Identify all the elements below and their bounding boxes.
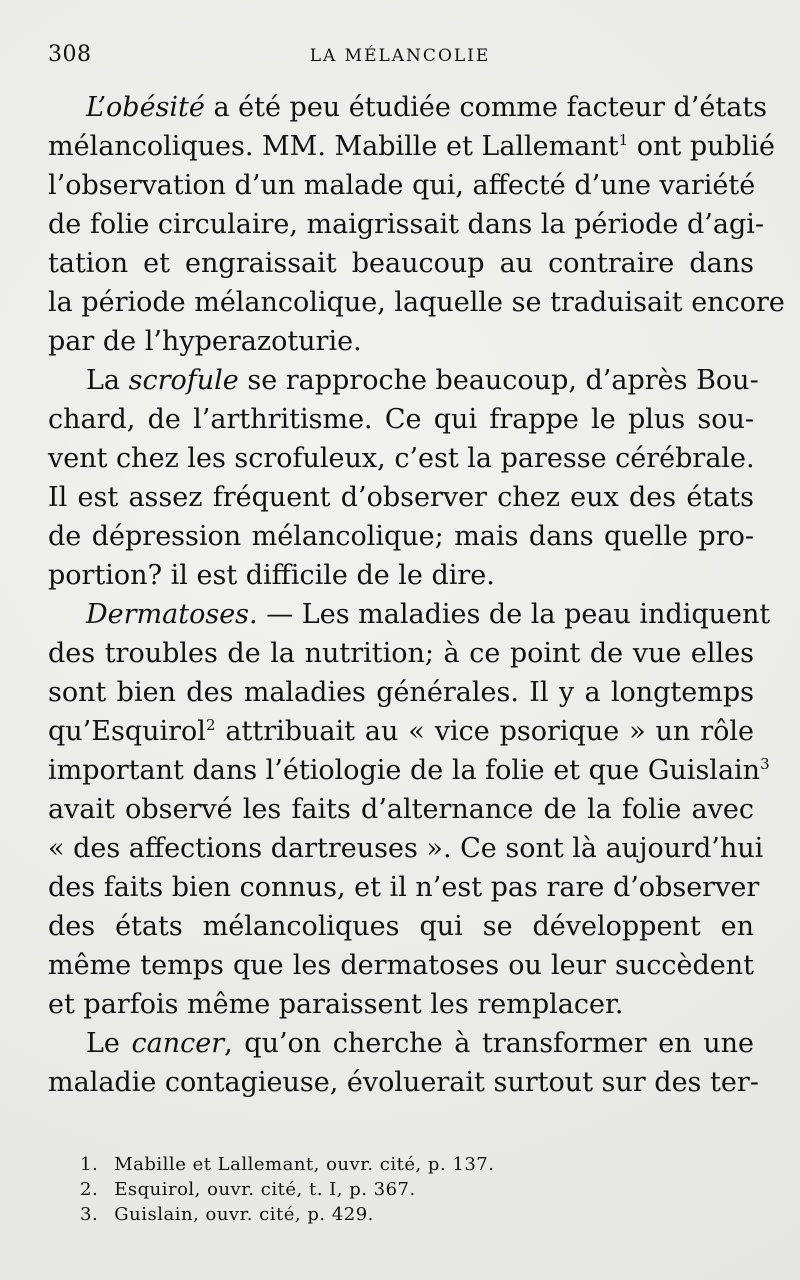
footnote-ref: 2 — [205, 716, 216, 734]
text-line: des faits bien connus, et il n’est pas rare d’observer — [48, 872, 760, 903]
text-line: chard, de l’arthritisme. Ce qui frappe le plus sou- — [48, 404, 754, 435]
text-line: de dépression mélancolique; mais dans quelle pro- — [48, 521, 754, 552]
footnote-ref: 3 — [760, 755, 770, 773]
footnote-number: 1. — [80, 1154, 99, 1175]
footnote-number: 3. — [80, 1204, 99, 1225]
footnote-text: Esquirol, ouvr. cité, t. I, p. 367. — [114, 1179, 416, 1200]
footnote-ref: 1 — [618, 131, 629, 149]
footnote-number: 2. — [80, 1179, 99, 1200]
text-line: de folie circulaire, maigrissait dans la période d’agi- — [48, 209, 764, 240]
italic-term: cancer — [131, 1028, 225, 1059]
text-line: des troubles de la nutrition; à ce point de vue elles — [48, 638, 754, 669]
text-line: « des affections dartreuses ». Ce sont là aujourd’hui — [48, 833, 764, 864]
footnote — [80, 1177, 760, 1202]
text-line: important dans l’étiologie de la folie et que Guislain$^3$ — [48, 755, 770, 786]
text-line: Le cancer, qu’on cherche à transformer en une — [86, 1028, 754, 1059]
text-line: qu’Esquirol$^2$ attribuait au « vice psorique » un rôle — [48, 716, 754, 747]
text-line: mélancoliques. MM. Mabille et Lallemant$^1$ ont publié — [48, 131, 776, 162]
footnote — [80, 1202, 760, 1227]
text-line: Il est assez fréquent d’observer chez eux des états — [48, 482, 754, 513]
body-text — [48, 88, 785, 1102]
text-line: tation et engraissait beaucoup au contraire dans — [48, 248, 754, 279]
text-line: Dermatoses. — Les maladies de la peau indiquent — [86, 599, 771, 630]
footnote-text: Mabille et Lallemant, ouvr. cité, p. 137. — [114, 1154, 495, 1175]
text-line: portion? il est difficile de le dire. — [48, 560, 495, 591]
text-line: avait observé les faits d’alternance de la folie avec — [48, 794, 754, 825]
italic-term: scrofule — [128, 365, 239, 396]
text-line: maladie contagieuse, évoluerait surtout sur des ter- — [48, 1067, 759, 1098]
text-line: même temps que les dermatoses ou leur succèdent — [48, 950, 754, 981]
running-title: LA MÉLANCOLIE — [309, 46, 491, 66]
footnote — [80, 1152, 760, 1177]
page-header — [48, 38, 752, 78]
footnote-text: Guislain, ouvr. cité, p. 429. — [114, 1204, 374, 1225]
footnotes — [80, 1152, 760, 1227]
italic-term: Dermatoses. — [86, 599, 258, 630]
italic-term: L’obésité — [86, 92, 205, 123]
text-line: La scrofule se rapproche beaucoup, d’après Bou- — [86, 365, 759, 396]
text-line: l’observation d’un malade qui, affecté d’une variété — [48, 170, 756, 201]
text-line: par de l’hyperazoturie. — [48, 326, 362, 357]
page-number: 308 — [48, 42, 92, 67]
text-line: des états mélancoliques qui se développent en — [48, 911, 754, 942]
text-line: vent chez les scrofuleux, c’est la paresse cérébrale. — [48, 443, 755, 474]
text-line: L’obésité a été peu étudiée comme facteur d’états — [86, 92, 768, 123]
text-line: et parfois même paraissent les remplacer. — [48, 989, 624, 1020]
text-line: sont bien des maladies générales. Il y a longtemps — [48, 677, 754, 708]
text-line: la période mélancolique, laquelle se traduisait encore — [48, 287, 785, 318]
